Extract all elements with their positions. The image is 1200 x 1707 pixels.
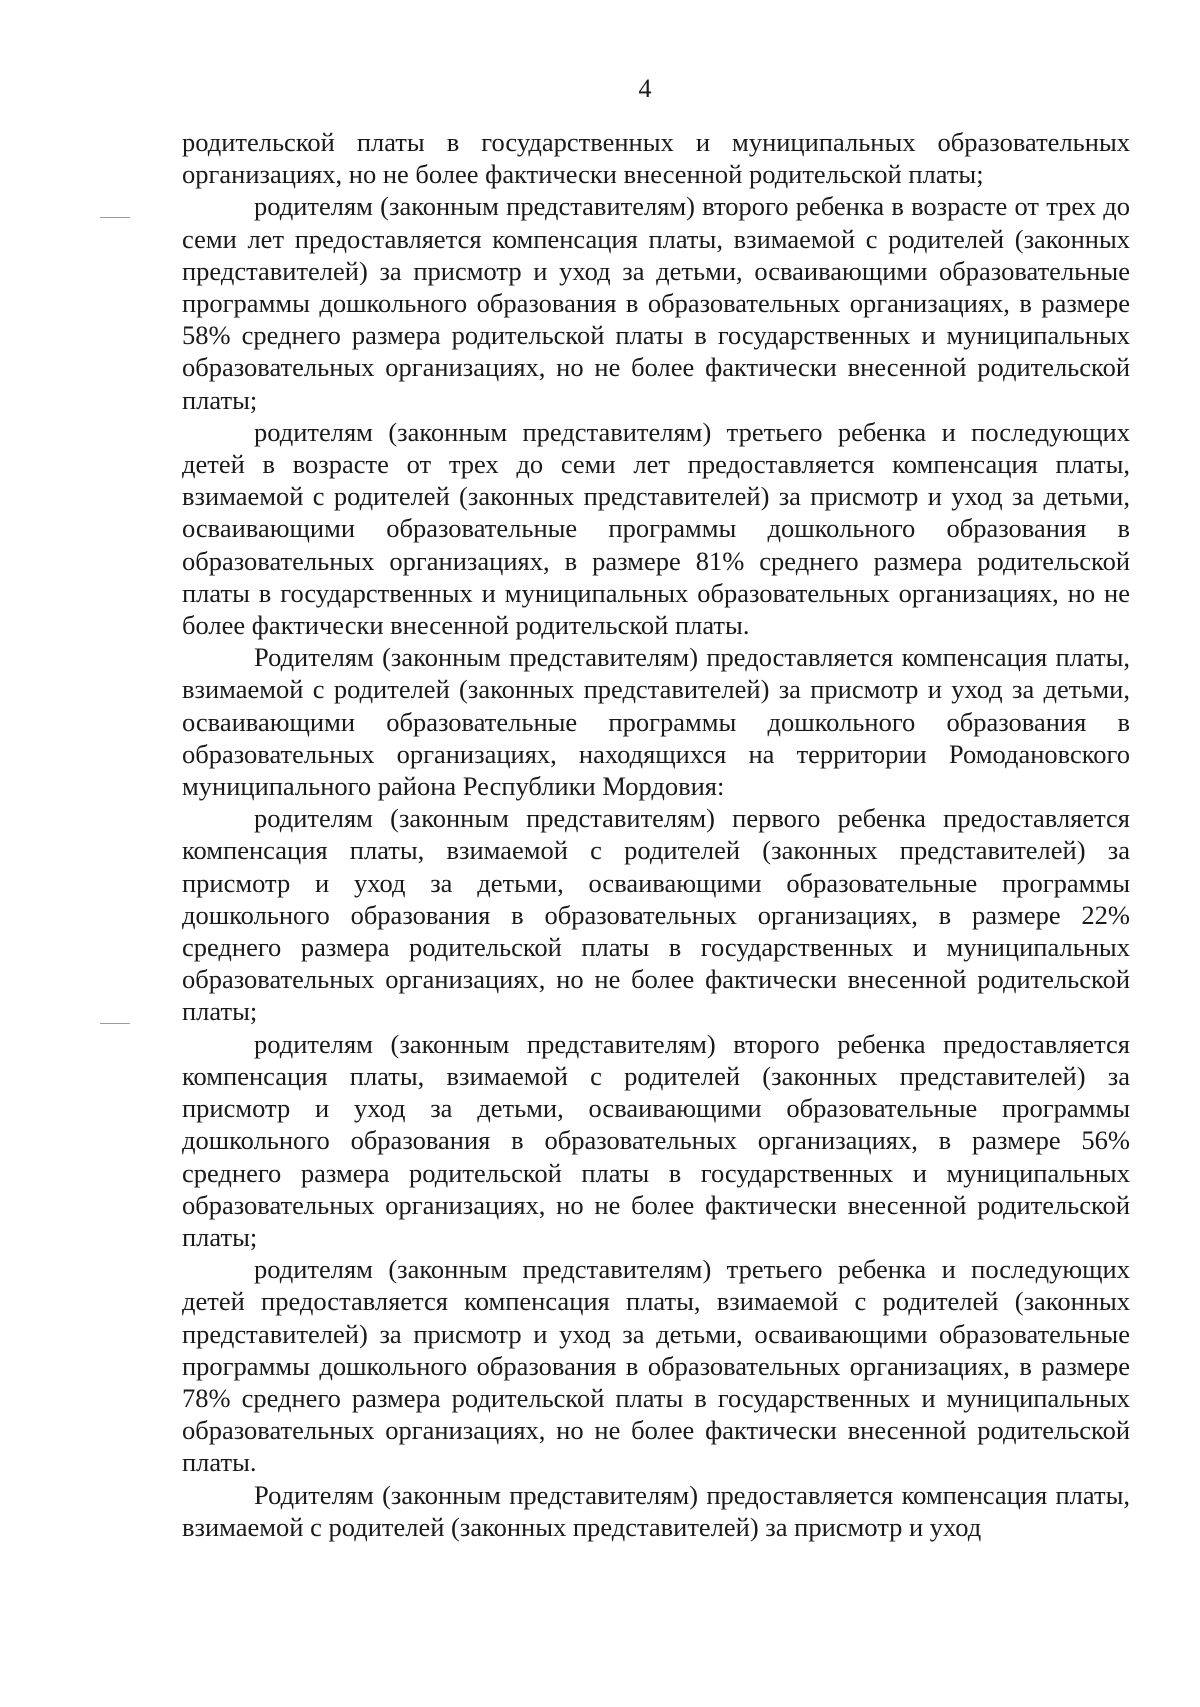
paragraph: родителям (законным представителям) третьего ребенка и последующих детей в возрасте от трех до семи лет предоставляется компенсация платы, взимаемой с родителей (законных представителей) за присмотр и уход за детьми, осваивающими образовательные программы дошкольного образования в образовательных организациях, в размере 81% среднего размера родительской платы в государственных и муниципальных образовательных организациях, но не более фактически внесенной родительской платы.: [182, 416, 1130, 641]
paragraph: родителям (законным представителям) первого ребенка предоставляется компенсация платы, взимаемой с родителей (законных представителей) за присмотр и уход за детьми, осваивающими образовательные программы дошкольного образования в образовательных организациях, в размере 22% среднего размера родительской платы в государственных и муниципальных образовательных организациях, но не более фактически внесенной родительской платы;: [182, 803, 1130, 1027]
paragraph: родительской платы в государственных и муниципальных образовательных организациях, но не более фактически внесенной родительской платы;: [182, 127, 1130, 190]
paragraph: родителям (законным представителям) третьего ребенка и последующих детей предоставляется компенсация платы, взимаемой с родителей (законных представителей) за присмотр и уход за детьми, осваивающими образовательные программы дошкольного образования в образовательных организациях, в размере 78% среднего размера родительской платы в государственных и муниципальных образовательных организациях, но не более фактически внесенной родительской платы.: [182, 1254, 1130, 1478]
paragraph: Родителям (законным представителям) предоставляется компенсация платы, взимаемой с родителей (законных представителей) за присмотр и уход за детьми, осваивающими образовательные программы дошкольного образования в образовательных организациях, находящихся на территории Ромодановского муниципального района Республики Мордовия:: [182, 642, 1130, 802]
document-body: [182, 126, 1130, 1543]
paragraph: родителям (законным представителям) второго ребенка предоставляется компенсация платы, взимаемой с родителей (законных представителей) за присмотр и уход за детьми, осваивающими образовательные программы дошкольного образования в образовательных организациях, в размере 56% среднего размера родительской платы в государственных и муниципальных образовательных организациях, но не более фактически внесенной родительской платы;: [182, 1028, 1130, 1252]
margin-mark: [100, 1023, 130, 1024]
page-number: 4: [638, 74, 652, 103]
paragraph: родителям (законным представителям) второго ребенка в возрасте от трех до семи лет предоставляется компенсация платы, взимаемой с родителей (законных представителей) за присмотр и уход за детьми, осваивающими образовательные программы дошкольного образования в образовательных организациях, в размере 58% среднего размера родительской платы в государственных и муниципальных образовательных организациях, но не более фактически внесенной родительской платы;: [182, 191, 1130, 415]
paragraph: Родителям (законным представителям) предоставляется компенсация платы, взимаемой с родителей (законных представителей) за присмотр и уход: [182, 1479, 1130, 1542]
margin-mark: [100, 217, 130, 218]
